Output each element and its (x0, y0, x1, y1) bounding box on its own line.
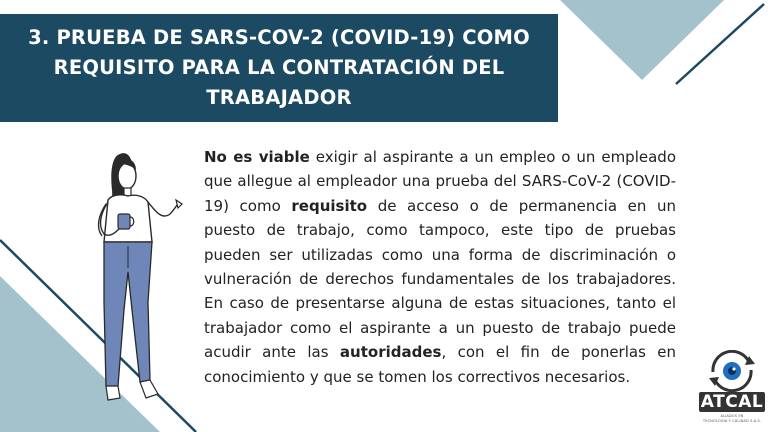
body-text-part-3: , con el fin de ponerlas en conocimiento y que se tomen los correctivos necesarios. (204, 343, 677, 386)
title-banner (0, 14, 558, 122)
emphasis-requisito: requisito (291, 196, 368, 215)
emphasis-no-es-viable: No es viable (204, 148, 310, 166)
logo-tagline (699, 414, 765, 423)
emphasis-autoridades: autoridades (339, 343, 442, 362)
top-right-triangle (560, 0, 724, 80)
title-line-2: REQUISITO PARA LA CONTRATACIÓN DEL (53, 56, 505, 79)
title-line-3: TRABAJADOR (206, 86, 352, 109)
body-text-part-1: exigir al aspirante a un empleo o un empleado que allegue al empleador una prueba del SARS-CoV-2 (COVID-19) como (204, 148, 676, 215)
eye-cycle-icon (699, 350, 765, 392)
logo-wordmark: ATCAL (700, 392, 764, 412)
logo-tagline-line-2: TECNOLOGÍA Y CALIDAD S.A.S. (702, 418, 762, 423)
body-text-part-2: de acceso o de permanencia en un puesto de trabajo, como tampoco, este tipo de pruebas pueden ser utilizadas como una forma de discriminación o vulneración de derechos fundamentales de los trabajadores. En caso de presentarse alguna de estas situaciones, tanto el trabajador como el aspirante a un puesto de trabajo puede acudir ante las (204, 196, 676, 362)
woman-with-cup-illustration (82, 142, 192, 412)
atcal-logo (699, 350, 765, 428)
body-paragraph (204, 145, 676, 389)
page-title (16, 23, 542, 113)
logo-tagline-line-1: ALIADOS EN (720, 414, 744, 418)
title-line-1: 3. PRUEBA DE SARS-COV-2 (COVID-19) COMO (28, 26, 530, 49)
